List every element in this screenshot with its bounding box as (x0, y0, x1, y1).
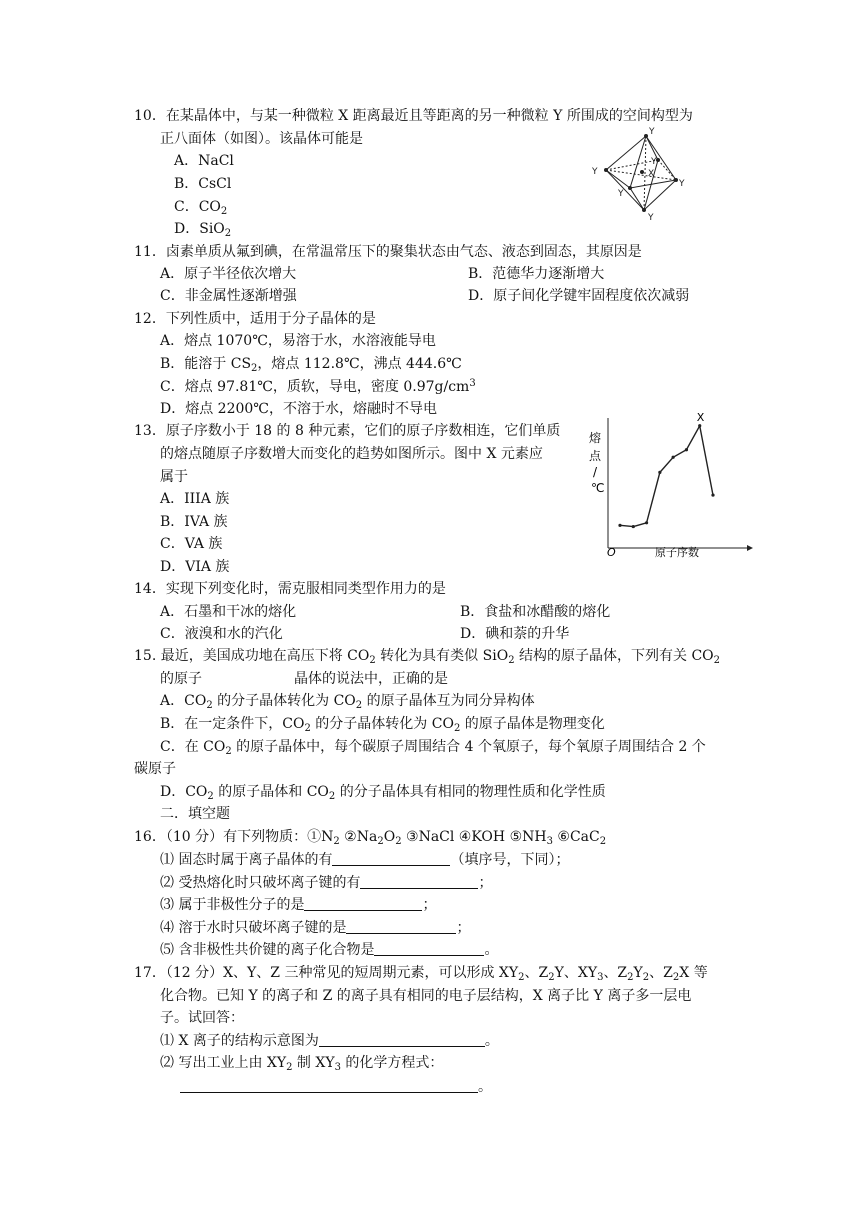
q17-line3: 子。试回答： (160, 1010, 244, 1026)
q12-option-a: A．熔点 1070℃，易溶于水，水溶液能导电 (160, 333, 436, 349)
data-point (698, 424, 701, 427)
section-heading-fill-in: 二．填空题 (160, 806, 230, 822)
q11-option-c: C．非金属性逐渐增强 (160, 288, 297, 304)
q14-option-a: A．石墨和干冰的熔化 (160, 604, 297, 620)
answer-blank-4[interactable] (346, 919, 456, 934)
melting-point-series (618, 411, 714, 528)
origin-label: O (607, 546, 616, 559)
q16-part4: ⑷ 溶于水时只破坏离子键的是 ； (160, 920, 471, 936)
svg-text:Y: Y (592, 167, 598, 177)
q14-stem: 14．实现下列变化时，需克服相同类型作用力的是 (134, 581, 446, 597)
y-axis-label-unit: ℃ (591, 481, 605, 495)
q15-line1: 15. 最近，美国成功地在高压下将 $CO_2$ 转化为具有类似 SiO$_2$ 结构的原子晶体，下列有关 $CO_2$ (134, 648, 721, 666)
q17-part2: ⑵ 写出工业上由 $XY_2$ 制 $XY_3$ 的化学方程式： (160, 1055, 444, 1073)
q10-option-d: D．SiO$_2$ (174, 221, 232, 239)
svg-text:Y: Y (679, 179, 685, 189)
q15-option-c-continued: 碳原子 (134, 761, 176, 777)
q11-stem: 11．卤素单质从氟到碘，在常温常压下的聚集状态由气态、液态到固态，其原因是 (134, 244, 642, 260)
data-point (658, 471, 661, 474)
svg-text:Y: Y (618, 189, 624, 199)
q17-line1: 17．（12 分）X、Y、Z 三种常见的短周期元素，可以形成 $XY_2$、$Z_2Y$、$XY_3$、$Z_2Y_2$、$Z_2X$ 等 (134, 965, 708, 983)
q14-option-b: B．食盐和冰醋酸的熔化 (460, 604, 611, 620)
y-axis-label-mid: 点 (589, 449, 602, 463)
answer-blank-6[interactable] (319, 1032, 485, 1047)
q10-option-c: C．$CO_2$ (174, 199, 228, 217)
y-axis-label-top: 熔 (589, 431, 602, 445)
q17-part1: ⑴ X 离子的结构示意图为 。 (160, 1033, 499, 1049)
q15-option-a: A．$CO_2$ 的分子晶体转化为 $CO_2$ 的原子晶体互为同分异构体 (160, 693, 535, 711)
q10-line2: 正八面体（如图）。该晶体可能是 (160, 131, 363, 147)
series-line (620, 426, 713, 527)
q13-option-d: D．VIA 族 (160, 559, 230, 575)
answer-blank-2[interactable] (360, 874, 478, 889)
q13-line1: 13．原子序数小于 18 的 8 种元素，它们的原子序数相连，它们单质 (134, 423, 561, 439)
x-axis-arrow (747, 545, 753, 551)
q16-part3: ⑶ 属于非极性分子的是 ； (160, 897, 437, 913)
q17-line2: 化合物。已知 Y 的离子和 Z 的离子具有相同的电子层结构，X 离子比 Y 离子多一层电 (160, 988, 692, 1004)
q16-part2: ⑵ 受热熔化时只破坏离子键的有 ； (160, 875, 493, 891)
q11-option-d: D．原子间化学键牢固程度依次减弱 (468, 288, 690, 304)
answer-blank-1[interactable] (332, 851, 450, 866)
q12-option-d: D．熔点 2200℃，不溶于水，熔融时不导电 (160, 401, 437, 417)
q10-option-a: A．NaCl (174, 153, 234, 169)
q10-option-b: B．CsCl (174, 176, 232, 192)
q16-part1: ⑴ 固态时属于离子晶体的有 （填序号，下同）； (160, 852, 570, 868)
q13-option-c: C．VA 族 (160, 536, 223, 552)
svg-text:Y: Y (649, 127, 655, 137)
data-point (645, 521, 648, 524)
q14-option-c: C．液溴和水的汽化 (160, 626, 283, 642)
q11-option-a: A．原子半径依次增大 (160, 266, 297, 282)
q11-option-b: B．范德华力逐渐增大 (468, 266, 605, 282)
svg-text:X: X (648, 169, 655, 179)
data-point (685, 448, 688, 451)
q15-option-c: C．在 $CO_2$ 的原子晶体中，每个碳原子周围结合 4 个氧原子，每个氧原子周围结合 2 个 (160, 739, 706, 757)
q10-line1: 10．在某晶体中，与某一种微粒 X 距离最近且等距离的另一种微粒 Y 所围成的空间构型为 (134, 108, 693, 124)
data-point (711, 493, 714, 496)
octahedron-figure (588, 124, 698, 224)
data-point (632, 525, 635, 528)
q13-line3: 属于 (160, 469, 188, 485)
x-axis-label: 原子序数 (655, 546, 699, 559)
q16-part5: ⑸ 含非极性共价键的离子化合物是 。 (160, 942, 499, 958)
data-point (672, 456, 675, 459)
answer-blank-3[interactable] (304, 896, 422, 911)
point-label-x: X (696, 410, 705, 424)
q14-option-d: D．碘和萘的升华 (460, 626, 570, 642)
y-axis-label-slash: / (593, 465, 598, 479)
q13-line2: 的熔点随原子序数增大而变化的趋势如图所示。图中 X 元素应 (160, 446, 543, 462)
q12-option-b: B．能溶于 $CS_2$，熔点 112.8℃，沸点 444.6℃ (160, 356, 462, 374)
answer-blank-7[interactable] (180, 1078, 478, 1093)
q13-option-b: B．IVA 族 (160, 514, 228, 530)
q17-part2-answer: 。 (180, 1077, 492, 1097)
q12-stem: 12．下列性质中，适用于分子晶体的是 (134, 311, 376, 327)
data-point (618, 524, 621, 527)
q15-option-d: D．$CO_2$ 的原子晶体和 $CO_2$ 的分子晶体具有相同的物理性质和化学性质 (160, 784, 606, 802)
svg-text:Y: Y (648, 213, 654, 223)
melting-point-chart (585, 410, 755, 562)
svg-text:Y: Y (651, 157, 657, 167)
q15-line2: 的原子 晶体的说法中，正确的是 (160, 671, 448, 687)
q16-stem: 16．（10 分）有下列物质：$①N_2$ $②Na_2O_2$ ③NaCl ④KOH $⑤NH_3$ ⑥CaC$_2$ (134, 829, 607, 847)
q15-option-b: B．在一定条件下，$CO_2$ 的分子晶体转化为 $CO_2$ 的原子晶体是物理变化 (160, 716, 605, 734)
q13-option-a: A．IIIA 族 (160, 491, 230, 507)
answer-blank-5[interactable] (374, 941, 484, 956)
q12-option-c: C．熔点 97.81℃，质软，导电，密度 $0.97g/cm^3$ (160, 378, 476, 395)
